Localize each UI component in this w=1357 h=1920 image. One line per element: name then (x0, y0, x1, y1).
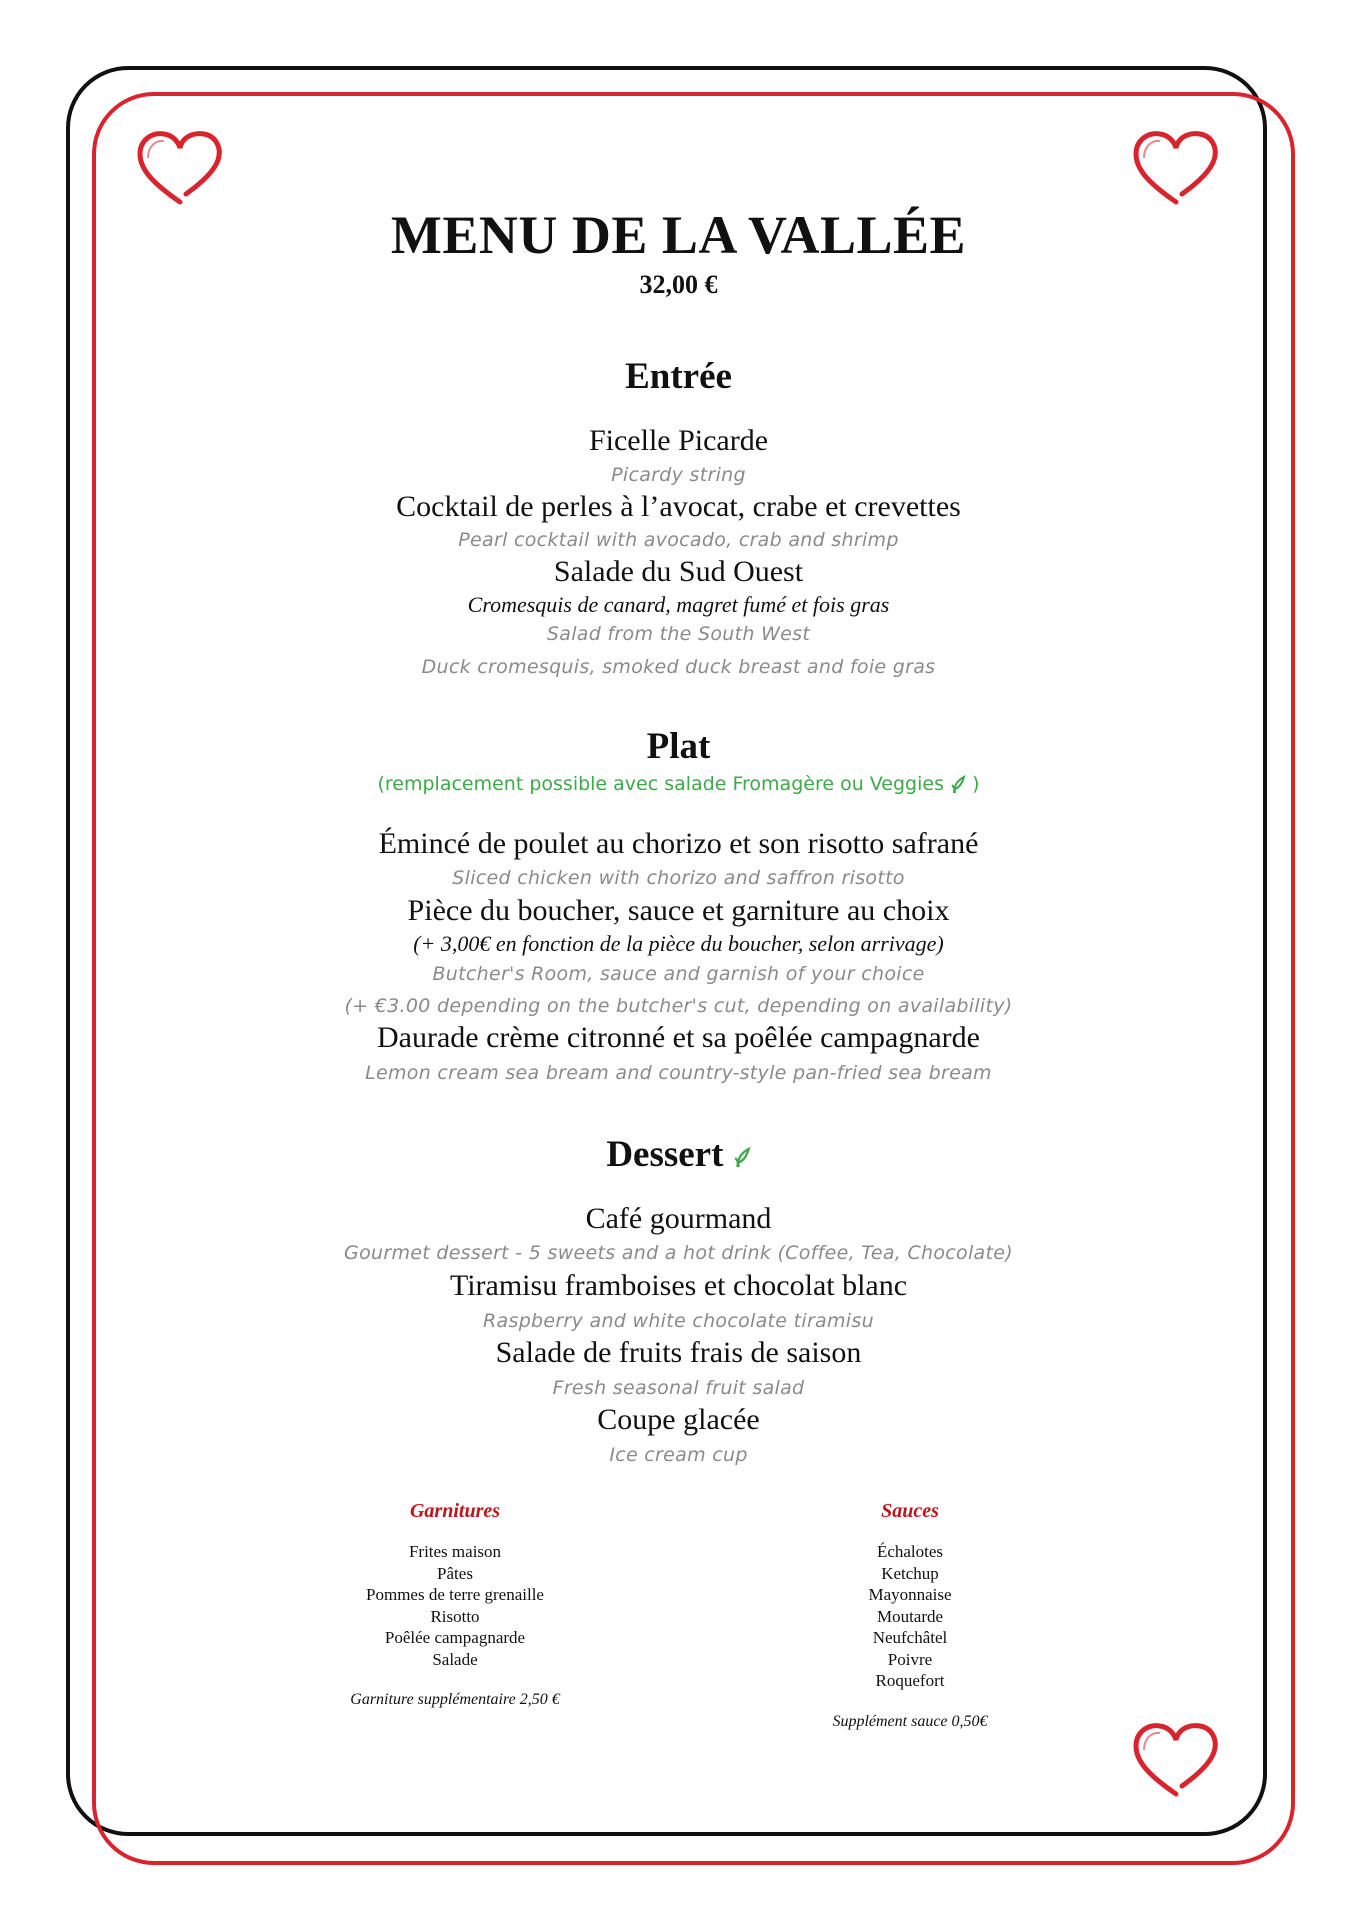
dish-name: Émincé de poulet au chorizo et son risotto safrané (378, 827, 979, 860)
leaf-icon (950, 775, 966, 795)
heart-icon (1130, 1720, 1222, 1800)
section-title-dessert-text: Dessert (606, 1134, 724, 1175)
dish-english: Lemon cream sea bream and country-style pan-fried sea bream (365, 1062, 992, 1084)
list-item: Ketchup (881, 1563, 939, 1583)
garnitures-title: Garnitures (409, 1500, 501, 1522)
heart-icon (134, 128, 226, 208)
dish-english: Sliced chicken with chorizo and saffron risotto (452, 867, 905, 889)
dish-name: Coupe glacée (597, 1403, 760, 1436)
dish-name: Daurade crème citronné et sa poêlée campagnarde (377, 1021, 980, 1054)
dish-english: Pearl cocktail with avocado, crab and shrimp (458, 529, 899, 551)
list-item: Pommes de terre grenaille (366, 1585, 544, 1604)
dish-english: Gourmet dessert - 5 sweets and a hot drink (Coffee, Tea, Chocolate) (344, 1242, 1013, 1264)
dish-english: Raspberry and white chocolate tiramisu (483, 1310, 874, 1332)
dish-english: Salad from the South West (546, 623, 811, 645)
sauces-footer: Supplément sauce 0,50€ (832, 1712, 988, 1730)
dish-english: (+ €3.00 depending on the butcher's cut, depending on availability) (344, 995, 1013, 1017)
dish-name: Cocktail de perles à l’avocat, crabe et crevettes (396, 490, 961, 523)
section-title-entree: Entrée (625, 356, 732, 397)
list-item: Neufchâtel (872, 1628, 948, 1647)
dish-english: Ice cream cup (609, 1444, 748, 1466)
list-item: Roquefort (875, 1671, 945, 1690)
dish-name: Salade du Sud Ouest (553, 555, 804, 588)
list-item: Risotto (430, 1606, 480, 1626)
list-item: Moutarde (876, 1606, 944, 1626)
heart-icon (1130, 128, 1222, 208)
leaf-icon (733, 1146, 751, 1170)
sauces-column (770, 1500, 1050, 1731)
dish-english: Duck cromesquis, smoked duck breast and foie gras (421, 656, 936, 678)
veggie-note (0, 773, 1357, 795)
garnitures-footer: Garniture supplémentaire 2,50 € (350, 1691, 560, 1708)
section-title-dessert (0, 1133, 1357, 1176)
veggie-note-close: ) (972, 773, 980, 795)
dish-note: (+ 3,00€ en fonction de la pièce du boucher, selon arrivage) (413, 931, 944, 956)
list-item: Salade (432, 1649, 478, 1669)
dish-name: Salade de fruits frais de saison (495, 1336, 862, 1369)
dish-name: Ficelle Picarde (588, 424, 769, 457)
dish-english: Picardy string (611, 464, 746, 486)
dish-english: Fresh seasonal fruit salad (552, 1377, 805, 1399)
list-item: Échalotes (876, 1542, 944, 1561)
dish-name: Café gourmand (585, 1202, 772, 1235)
veggie-note-text: (remplacement possible avec salade Fromagère ou Veggies (377, 773, 944, 795)
list-item: Poêlée campagnarde (384, 1628, 526, 1647)
list-item: Pâtes (437, 1563, 473, 1583)
dish-english: Butcher's Room, sauce and garnish of your choice (432, 963, 925, 985)
menu-price: 32,00 € (639, 270, 718, 299)
section-title-plat: Plat (646, 726, 711, 767)
dish-name: Tiramisu framboises et chocolat blanc (449, 1269, 908, 1302)
list-item: Poivre (887, 1649, 933, 1669)
sauces-title: Sauces (881, 1500, 939, 1522)
list-item: Mayonnaise (868, 1585, 952, 1604)
dish-name: Pièce du boucher, sauce et garniture au choix (407, 894, 950, 927)
garnitures-column (305, 1500, 605, 1709)
list-item: Frites maison (408, 1542, 502, 1561)
dish-note: Cromesquis de canard, magret fumé et fois gras (467, 592, 890, 617)
menu-title: MENU DE LA VALLÉE (390, 205, 967, 265)
